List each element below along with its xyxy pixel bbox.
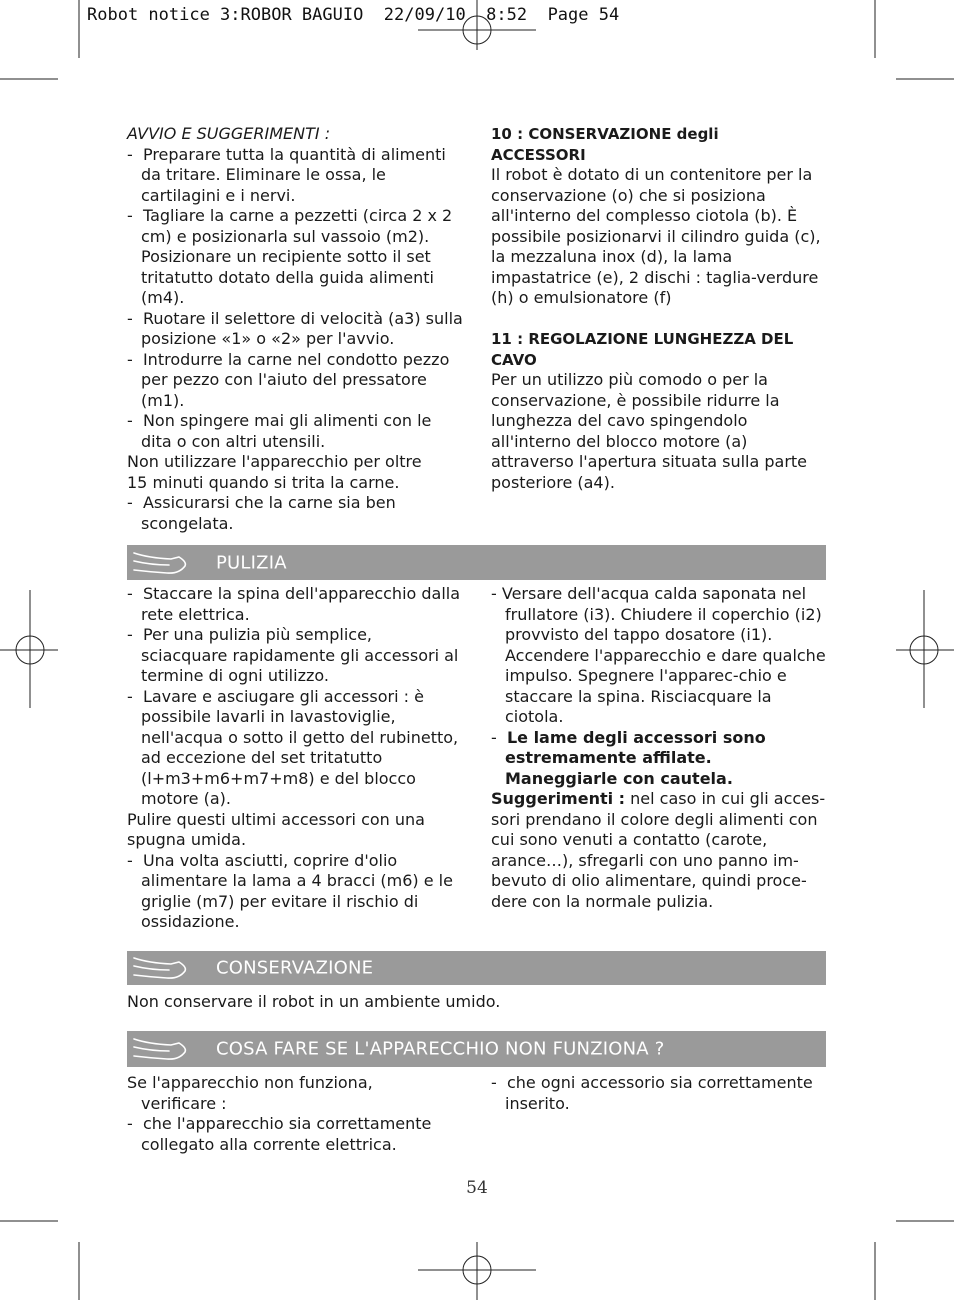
list-item: - Introdurre la carne nel condotto pezzo per pezzo con l'aiuto del pressatore (m1).	[127, 349, 450, 410]
section-title: PULIZIA	[216, 552, 287, 573]
accessories-column	[491, 124, 829, 493]
list-item: - Versare dell'acqua calda saponata nel frullatore (i3). Chiudere il coperchio (i2) provvisto del tappo dosatore (i1). Accendere l'apparecchio e dare qualche impulso. Spegnere l'apparec-chio e staccare la spina. Risciacquare la ciotola.	[491, 584, 826, 726]
hand-arrow-icon	[131, 953, 191, 983]
page-number: 54	[466, 1178, 488, 1198]
list-item: - Per una pulizia più semplice, sciacquare rapidamente gli accessori al termine di ogni utilizzo.	[127, 625, 459, 685]
cleaning-note: Pulire questi ultimi accessori con una spugna umida.	[127, 809, 425, 849]
list-item: - Lavare e asciugare gli accessori : è possibile lavarli in lavastoviglie, nell'acqua o sotto il getto del rubinetto, ad eccezione del set tritatutto (l+m3+m6+m7+m8) e del blocco motore (a).	[127, 686, 459, 808]
section-bar-pulizia	[127, 545, 826, 580]
cleaning-left-column	[127, 584, 463, 933]
print-slug: Robot notice 3:ROBOR BAGUIO 22/09/10 8:52 Page 54	[87, 5, 620, 25]
list-item: - che ogni accessorio sia correttamente inserito.	[491, 1073, 813, 1113]
tips-paragraph: Suggerimenti : nel caso in cui gli acces-sori prendano il colore degli alimenti con cui sono venuti a contatto (carote, arance…), sfregarli con uno panno im-bevuto di olio alimentare, quindi proce-dere con la normale pulizia.	[491, 789, 826, 911]
section-bar-troubleshoot	[127, 1031, 826, 1067]
startup-tips-heading: AVVIO E SUGGERIMENTI :	[127, 124, 331, 143]
list-item: - Non spingere mai gli alimenti con le dita o con altri utensili.	[127, 411, 432, 451]
list-item: - che l'apparecchio sia correttamente collegato alla corrente elettrica.	[127, 1114, 432, 1154]
list-item: - Ruotare il selettore di velocità (a3) sulla posizione «1» o «2» per l'avvio.	[127, 308, 463, 348]
storage-paragraph: Non conservare il robot in un ambiente umido.	[127, 992, 501, 1011]
list-item: - Staccare la spina dell'apparecchio dalla rete elettrica.	[127, 584, 461, 624]
warning-item: - Le lame degli accessori sono estremamente affilate. Maneggiarle con cautela.	[491, 727, 766, 788]
troubleshoot-intro: Se l'apparecchio non funziona, verificare :	[127, 1073, 373, 1113]
tips-label: Suggerimenti :	[491, 789, 626, 808]
cleaning-right-column	[491, 584, 829, 912]
troubleshoot-right-column	[491, 1073, 829, 1114]
hand-arrow-icon	[131, 1034, 191, 1064]
duration-note: Non utilizzare l'apparecchio per oltre 15 minuti quando si trita la carne.	[127, 452, 422, 492]
section-bar-conservazione	[127, 951, 826, 985]
hand-arrow-icon	[131, 548, 191, 578]
section-10-heading: 10 : CONSERVAZIONE degli ACCESSORI	[491, 125, 719, 164]
section-10-text: Il robot è dotato di un contenitore per la conservazione (o) che si posiziona all'interno del complesso ciotola (b). È possibile posizionarvi il cilindro guida (c), la mezzaluna inox (d), la lama impastatrice (e), 2 dischi : taglia-verdure (h) o emulsionatore (f)	[491, 165, 821, 307]
section-11-heading: 11 : REGOLAZIONE LUNGHEZZA DEL CAVO	[491, 330, 794, 369]
list-item: - Una volta asciutti, coprire d'olio alimentare la lama a 4 bracci (m6) e le griglie (m7) per evitare il rischio di ossidazione.	[127, 850, 453, 931]
startup-tips-column	[127, 124, 463, 534]
list-item: - Preparare tutta la quantità di alimenti da tritare. Eliminare le ossa, le cartilagini e i nervi.	[127, 144, 446, 205]
section-title: CONSERVAZIONE	[216, 957, 374, 979]
section-11-text: Per un utilizzo più comodo o per la conservazione, è possibile ridurre la lunghezza del cavo spingendolo all'interno del blocco motore (a) attraverso l'apertura situata sulla parte posteriore (a4).	[491, 370, 808, 492]
section-title: COSA FARE SE L'APPARECCHIO NON FUNZIONA ?	[216, 1038, 665, 1060]
storage-text	[127, 992, 827, 1013]
list-item: - Tagliare la carne a pezzetti (circa 2 x 2 cm) e posizionarla sul vassoio (m2). Posizionare un recipiente sotto il set tritatutto dotato della guida alimenti (m4).	[127, 206, 453, 307]
list-item: - Assicurarsi che la carne sia ben scongelata.	[127, 493, 396, 533]
troubleshoot-left-column	[127, 1073, 463, 1155]
